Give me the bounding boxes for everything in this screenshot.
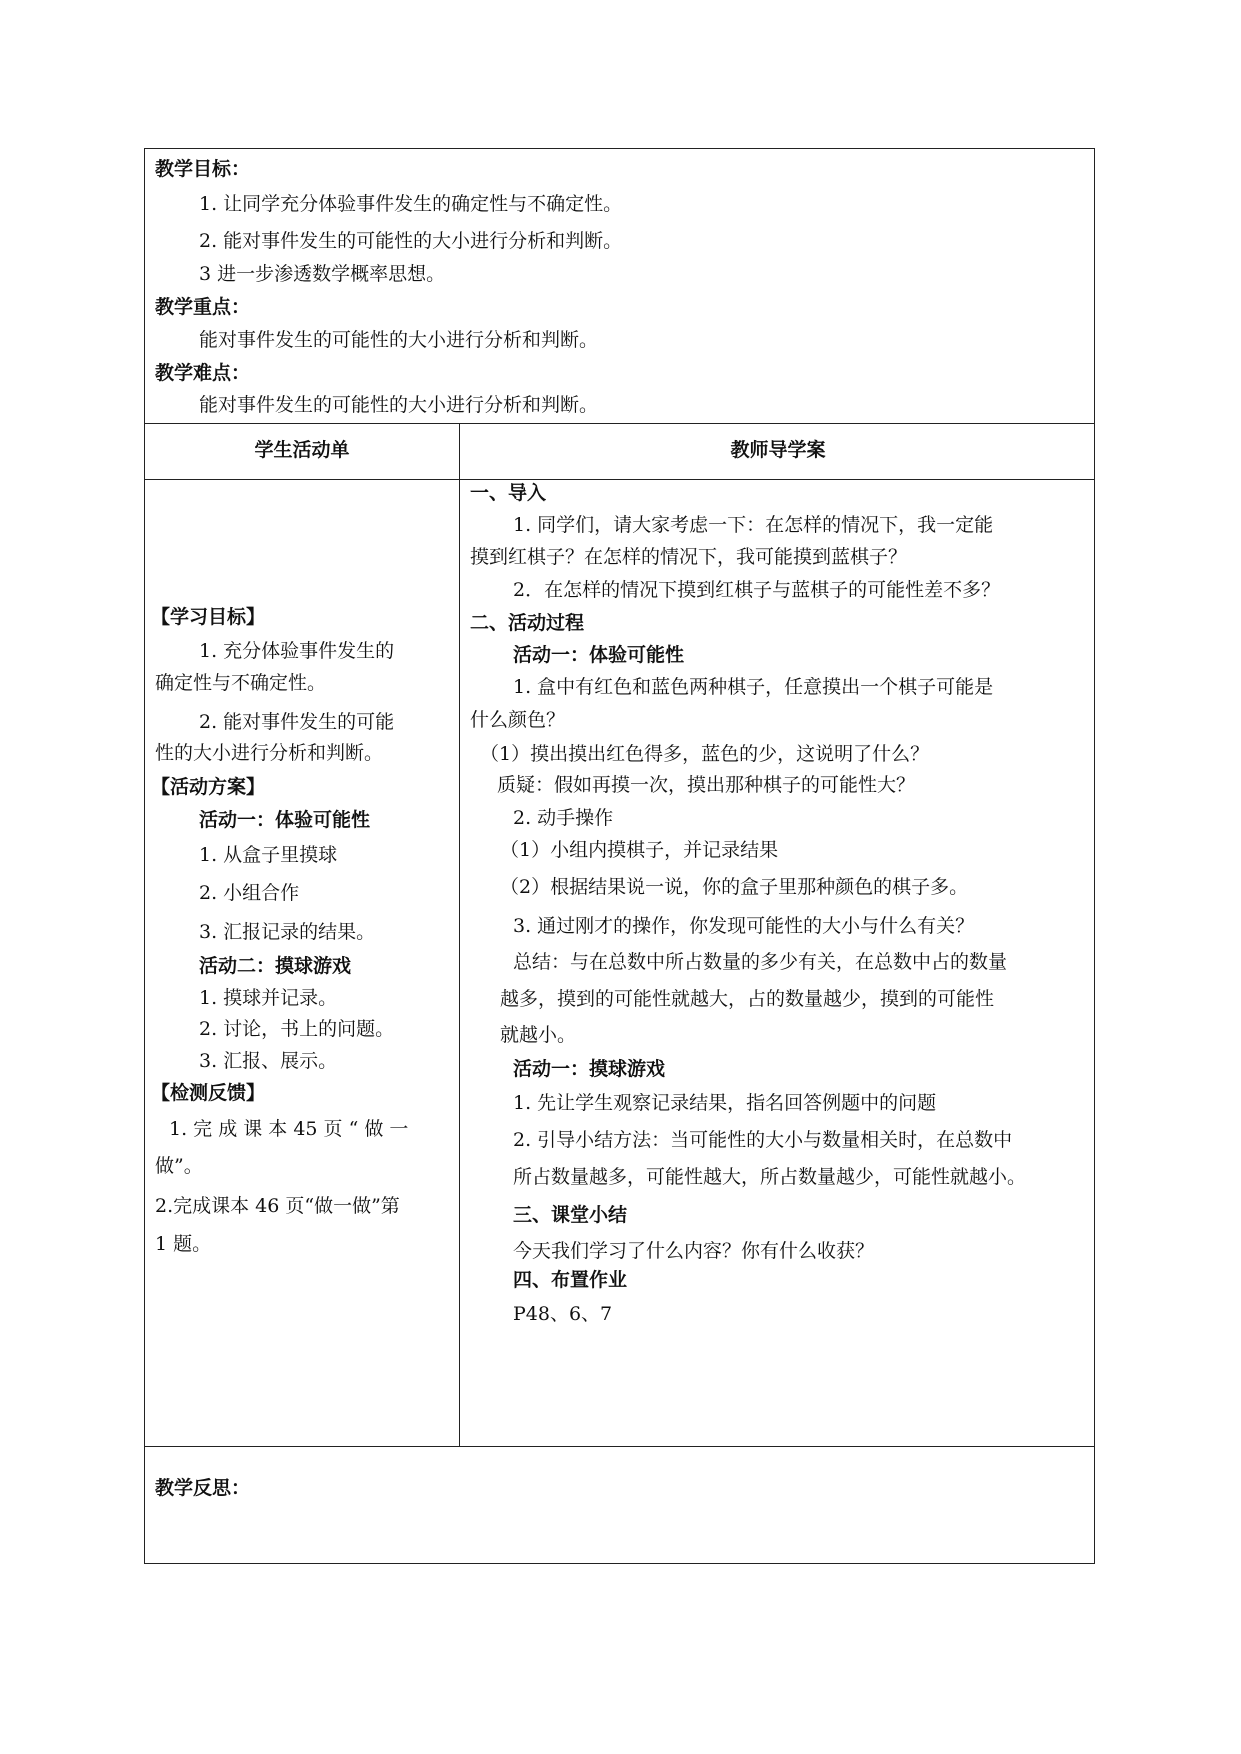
teacher-text: 所占数量越多，可能性越大，所占数量越少，可能性就越小。 bbox=[513, 1166, 1027, 1188]
teacher-text: （1）小组内摸棋子，并记录结果 bbox=[500, 839, 779, 861]
student-goal-text: 性的大小进行分析和判断。 bbox=[155, 742, 384, 764]
teacher-intro-heading: 一、导入 bbox=[470, 482, 547, 504]
column-divider bbox=[459, 423, 460, 1446]
divider bbox=[145, 1446, 1094, 1447]
student-feedback-text: 2.完成课本 46 页“做一做”第 bbox=[155, 1195, 400, 1217]
key-points-text: 能对事件发生的可能性的大小进行分析和判断。 bbox=[199, 329, 599, 351]
lesson-plan-table bbox=[144, 148, 1095, 1564]
teacher-text: 1. 同学们，请大家考虑一下：在怎样的情况下，我一定能 bbox=[513, 514, 994, 536]
objective-item: 3 进一步渗透数学概率思想。 bbox=[199, 263, 446, 285]
teacher-text: 什么颜色？ bbox=[470, 709, 566, 731]
teacher-homework-heading: 四、布置作业 bbox=[513, 1269, 628, 1291]
divider bbox=[145, 423, 1094, 424]
objectives-heading: 教学目标： bbox=[155, 158, 251, 180]
student-activity2-step: 3. 汇报、展示。 bbox=[199, 1050, 338, 1072]
reflection-heading: 教学反思： bbox=[155, 1477, 251, 1499]
student-activity2-step: 2. 讨论，书上的问题。 bbox=[199, 1018, 395, 1040]
student-activity1-step: 2. 小组合作 bbox=[199, 882, 300, 904]
teacher-text: 3. 通过刚才的操作，你发现可能性的大小与什么有关？ bbox=[513, 915, 975, 937]
objective-item: 2. 能对事件发生的可能性的大小进行分析和判断。 bbox=[199, 230, 623, 252]
student-feedback-text: 1 题。 bbox=[155, 1233, 212, 1255]
student-feedback-text: 做”。 bbox=[155, 1155, 203, 1177]
teacher-text: 2. 引导小结方法：当可能性的大小与数量相关时，在总数中 bbox=[513, 1129, 1013, 1151]
student-feedback-text: 1. 完 成 课 本 45 页 “ 做 一 bbox=[169, 1118, 409, 1140]
teacher-text: 今天我们学习了什么内容？你有什么收获？ bbox=[513, 1240, 875, 1262]
teacher-summary: 就越小。 bbox=[500, 1024, 577, 1046]
teacher-summary: 总结：与在总数中所占数量的多少有关，在总数中占的数量 bbox=[513, 951, 1008, 973]
column-header-student: 学生活动单 bbox=[254, 439, 350, 461]
teacher-process-heading: 二、活动过程 bbox=[470, 612, 585, 634]
teacher-text: （2）根据结果说一说，你的盒子里那种颜色的棋子多。 bbox=[500, 876, 969, 898]
student-plan-heading: 【活动方案】 bbox=[151, 776, 266, 798]
student-goal-text: 2. 能对事件发生的可能 bbox=[199, 711, 395, 733]
teacher-text: 摸到红棋子？在怎样的情况下，我可能摸到蓝棋子？ bbox=[470, 546, 908, 568]
difficulties-text: 能对事件发生的可能性的大小进行分析和判断。 bbox=[199, 394, 599, 416]
teacher-text: 质疑：假如再摸一次，摸出那种棋子的可能性大？ bbox=[497, 774, 916, 796]
student-goal-text: 1. 充分体验事件发生的 bbox=[199, 640, 395, 662]
teacher-text: （1）摸出摸出红色得多，蓝色的少，这说明了什么？ bbox=[480, 743, 930, 765]
teacher-text: 2．在怎样的情况下摸到红棋子与蓝棋子的可能性差不多？ bbox=[513, 579, 1001, 601]
teacher-text: 1. 先让学生观察记录结果，指名回答例题中的问题 bbox=[513, 1092, 937, 1114]
teacher-summary: 越多，摸到的可能性就越大，占的数量越少，摸到的可能性 bbox=[500, 988, 995, 1010]
column-header-teacher: 教师导学案 bbox=[730, 439, 826, 461]
teacher-text: 2. 动手操作 bbox=[513, 807, 614, 829]
student-feedback-heading: 【检测反馈】 bbox=[151, 1082, 266, 1104]
teacher-activity1-title: 活动一：体验可能性 bbox=[513, 644, 685, 666]
student-goals-heading: 【学习目标】 bbox=[151, 606, 266, 628]
objective-item: 1. 让同学充分体验事件发生的确定性与不确定性。 bbox=[199, 193, 623, 215]
teacher-activity2-title: 活动一：摸球游戏 bbox=[513, 1058, 666, 1080]
teacher-wrap-heading: 三、课堂小结 bbox=[513, 1204, 628, 1226]
student-activity1-step: 1. 从盒子里摸球 bbox=[199, 844, 338, 866]
teacher-text: 1. 盒中有红色和蓝色两种棋子，任意摸出一个棋子可能是 bbox=[513, 676, 994, 698]
divider bbox=[145, 479, 1094, 480]
student-activity1-step: 3. 汇报记录的结果。 bbox=[199, 921, 376, 943]
teacher-homework-text: P48、6、7 bbox=[513, 1303, 613, 1325]
student-activity2-step: 1. 摸球并记录。 bbox=[199, 987, 338, 1009]
student-activity2-title: 活动二：摸球游戏 bbox=[199, 955, 352, 977]
key-points-heading: 教学重点： bbox=[155, 296, 251, 318]
student-activity1-title: 活动一：体验可能性 bbox=[199, 809, 371, 831]
difficulties-heading: 教学难点： bbox=[155, 362, 251, 384]
student-goal-text: 确定性与不确定性。 bbox=[155, 672, 327, 694]
